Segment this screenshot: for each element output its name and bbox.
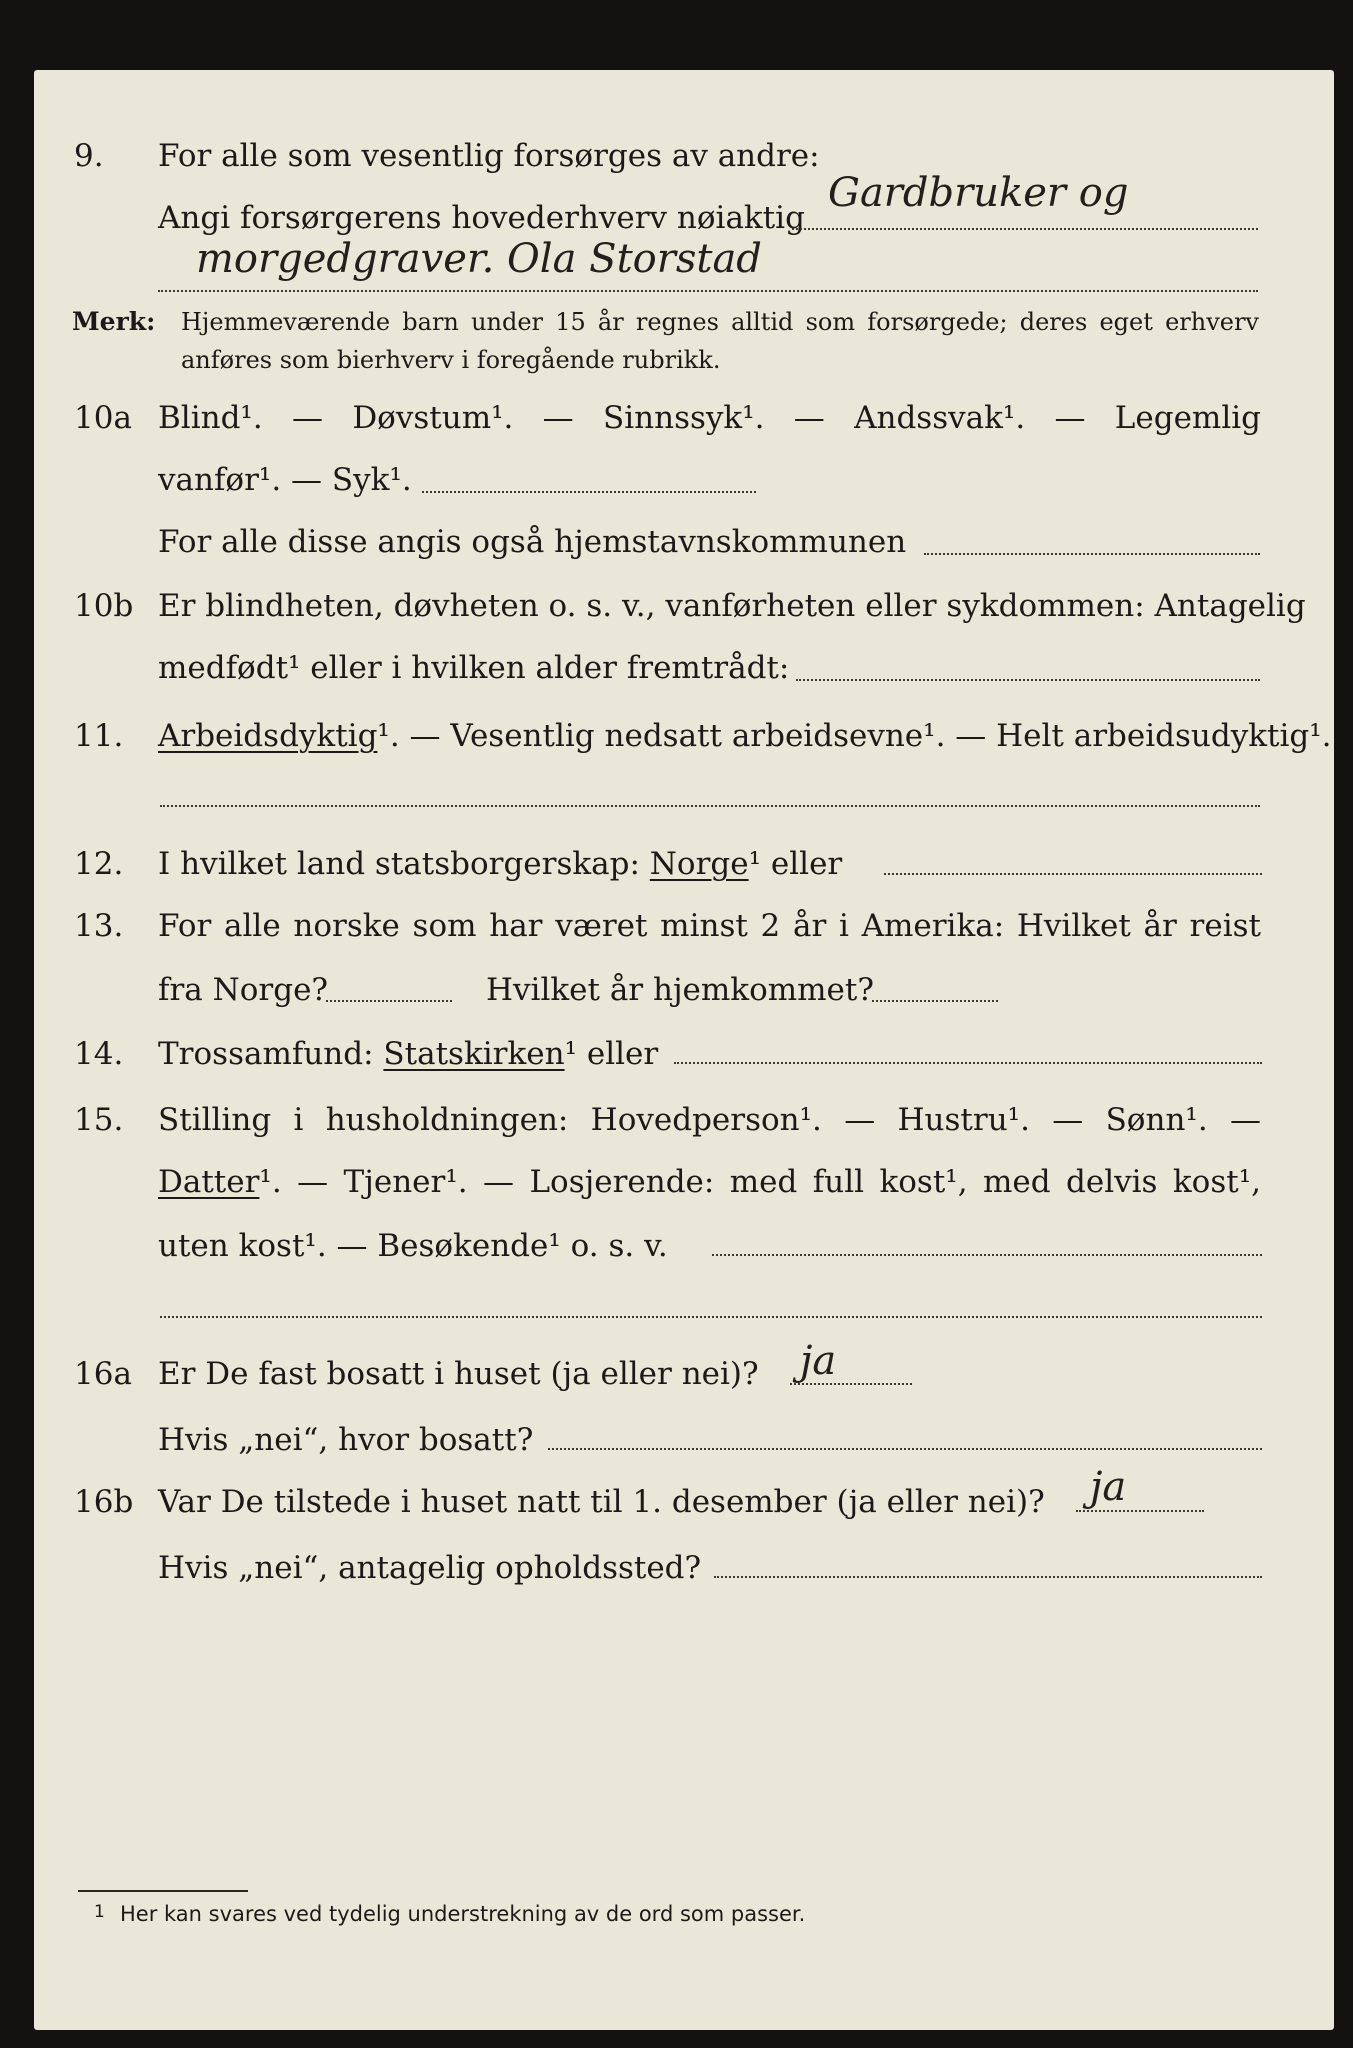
q10a-text-1: Blind¹. — Døvstum¹. — Sinnssyk¹. — Andssvak¹. — Legemlig <box>158 400 1261 436</box>
q11-number: 11. <box>74 718 124 754</box>
q12-answer-line[interactable] <box>884 873 1262 875</box>
q15-text-3: uten kost¹. — Besøkende¹ o. s. v. <box>158 1228 668 1264</box>
merk-text-2: anføres som bierhverv i foregående rubrikk. <box>181 346 721 374</box>
q12-text: I hvilket land statsborgerskap: <box>158 846 640 882</box>
q16b-line2 <box>0 1540 1353 1596</box>
q10a-line3 <box>0 514 1353 570</box>
q11-answer-line[interactable] <box>160 805 1260 807</box>
q12-suffix: ¹ eller <box>748 846 843 882</box>
q14-underlined-answer: Statskirken <box>383 1036 565 1072</box>
q14-text: Trossamfund: <box>158 1036 374 1072</box>
q15-answer-line-1[interactable] <box>712 1254 1262 1256</box>
q9-text: For alle som vesentlig forsørges av andre: <box>158 138 820 174</box>
q10b-text-1: Er blindheten, døvheten o. s. v., vanførheten eller sykdommen: Antagelig <box>158 588 1306 624</box>
q15-text-2: ¹. — Tjener¹. — Losjerende: med full kost¹, med delvis kost¹, <box>259 1164 1261 1200</box>
q10a-text-2: vanfør¹. — Syk¹. <box>158 462 412 498</box>
q15-answer-line-2[interactable] <box>160 1316 1262 1318</box>
q9-answer-line-2[interactable] <box>158 290 1258 292</box>
q16b-text-2: Hvis „nei“, antagelig opholdssted? <box>158 1550 702 1586</box>
q16b-answer-line[interactable] <box>1076 1510 1204 1512</box>
q13-line2 <box>0 962 1353 1018</box>
q16b-handwritten-answer: ja <box>1090 1464 1127 1510</box>
q12-line <box>0 836 1353 892</box>
q15-line1 <box>0 1092 1353 1148</box>
q10b-text-2: medfødt¹ eller i hvilken alder fremtrådt: <box>158 650 790 686</box>
q14-line <box>0 1026 1353 1082</box>
q10a-answer-line[interactable] <box>422 491 756 493</box>
q16b-number: 16b <box>74 1484 134 1520</box>
q10a-text-3: For alle disse angis også hjemstavnskommunen <box>158 524 907 560</box>
q14-suffix: ¹ eller <box>564 1036 659 1072</box>
q10b-line2 <box>0 640 1353 696</box>
q9-handwritten-provider: morgedgraver. Ola Storstad <box>196 236 762 282</box>
q13-text-2b: Hvilket år hjemkommet? <box>486 972 874 1008</box>
q10b-line1 <box>0 578 1353 634</box>
q9-line1 <box>0 128 1353 184</box>
q10b-number: 10b <box>74 588 134 624</box>
q9-provider-label: Angi forsørgerens hovederhverv nøiaktig <box>158 200 805 236</box>
q11-underlined-answer: Arbeidsdyktig <box>158 718 378 754</box>
q10b-answer-line[interactable] <box>796 679 1260 681</box>
q15-underlined-answer: Datter <box>158 1164 260 1200</box>
q16b-text-1: Var De tilstede i huset natt til 1. desember (ja eller nei)? <box>158 1484 1045 1520</box>
q16a-number: 16a <box>74 1356 132 1392</box>
q11-text: ¹. — Vesentlig nedsatt arbeidsevne¹. — Helt arbeidsudyktig¹. <box>377 718 1332 754</box>
q13-number: 13. <box>74 908 124 944</box>
footnote-divider <box>78 1890 248 1892</box>
q9-number: 9. <box>74 138 104 174</box>
q15-line3 <box>0 1218 1353 1274</box>
q12-number: 12. <box>74 846 124 882</box>
q10a-home-municipality-line[interactable] <box>924 553 1260 555</box>
q16a-line2 <box>0 1412 1353 1468</box>
q16a-line1 <box>0 1346 1353 1402</box>
q13-text-2a: fra Norge? <box>158 972 329 1008</box>
q9-answer-line-1[interactable] <box>792 228 1258 230</box>
merk-label: Merk: <box>72 307 156 336</box>
q16a-handwritten-answer: ja <box>800 1338 837 1384</box>
merk-line1 <box>0 302 1353 342</box>
footnote-text: Her kan svares ved tydelig understrekning av de ord som passer. <box>120 1902 806 1926</box>
q13-return-year-line[interactable] <box>872 1000 998 1002</box>
q16a-text-1: Er De fast bosatt i huset (ja eller nei)? <box>158 1356 759 1392</box>
q15-number: 15. <box>74 1102 124 1138</box>
q11-line <box>0 708 1353 764</box>
q10a-number: 10a <box>74 400 132 436</box>
q12-underlined-answer: Norge <box>649 846 749 882</box>
q15-line2 <box>0 1154 1353 1210</box>
footnote <box>94 1902 806 1926</box>
q15-text-1: Stilling i husholdningen: Hovedperson¹. — Hustru¹. — Sønn¹. — <box>158 1102 1261 1138</box>
q9-handwritten-occupation: Gardbruker og <box>828 170 1129 216</box>
q14-number: 14. <box>74 1036 124 1072</box>
q16b-line1 <box>0 1474 1353 1530</box>
q10a-line2 <box>0 452 1353 508</box>
q16a-text-2: Hvis „nei“, hvor bosatt? <box>158 1422 534 1458</box>
q14-answer-line[interactable] <box>674 1062 1262 1064</box>
q16a-residence-line[interactable] <box>548 1448 1262 1450</box>
q13-departure-year-line[interactable] <box>326 1000 452 1002</box>
merk-line2 <box>0 340 1353 380</box>
q13-line1 <box>0 898 1353 954</box>
merk-text-1: Hjemmeværende barn under 15 år regnes alltid som forsørgede; deres eget erhverv <box>181 308 1259 336</box>
q10a-line1 <box>0 390 1353 446</box>
footnote-marker: 1 <box>94 1902 105 1922</box>
q13-text-1: For alle norske som har været minst 2 år i Amerika: Hvilket år reist <box>158 908 1261 944</box>
q16b-stay-line[interactable] <box>714 1576 1262 1578</box>
